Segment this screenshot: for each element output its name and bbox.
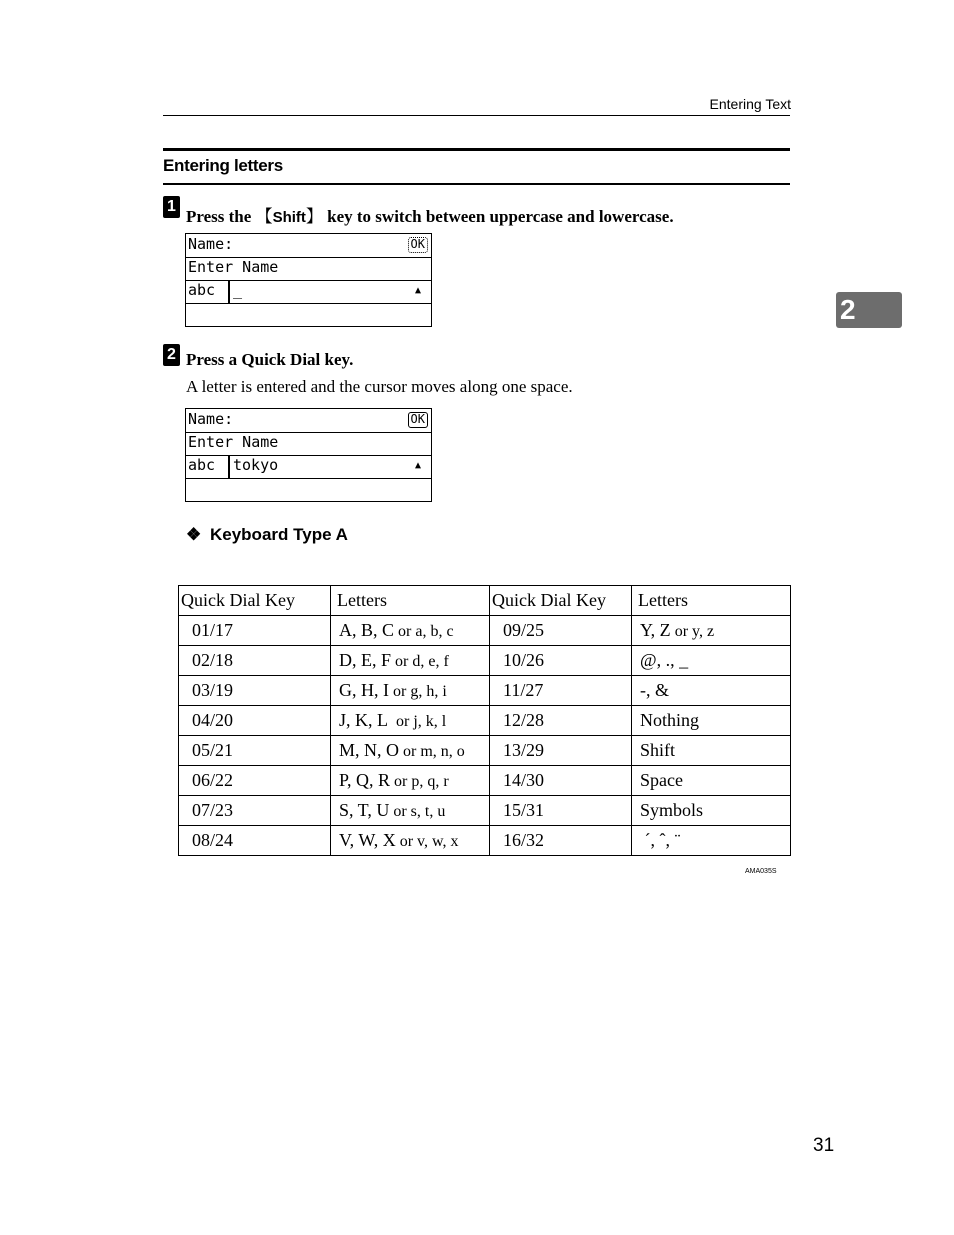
lcd-row-prompt [186,432,431,456]
table-header-row [179,586,791,616]
letters-upper: @, ., _ [640,650,689,670]
table-cell [331,646,490,676]
lcd-row-empty [186,304,431,326]
lcd-ok-button: OK [408,412,428,428]
table-cell [179,796,331,826]
table-cell [331,676,490,706]
section-rule-top [163,148,790,151]
quick-dial-key: 05/21 [192,740,234,760]
letters-lower: or m, n, o [399,743,465,760]
table-row [179,706,791,736]
chapter-tab: 2 [836,292,902,328]
table-cell [331,826,490,856]
table-cell [632,796,791,826]
col-header-quick-dial-key-2: Quick Dial Key [490,586,632,616]
letters-upper: -, & [640,680,669,700]
quick-dial-key: 16/32 [503,830,545,850]
section-rule-bottom [163,183,790,185]
letters-upper: Symbols [640,800,704,820]
table-cell [490,616,632,646]
table-cell [490,676,632,706]
quick-dial-key: 10/26 [503,650,545,670]
section-title: Entering letters [163,156,283,175]
table-cell [632,826,791,856]
lcd-mode: abc [188,281,216,299]
table-cell [331,796,490,826]
table-cell [632,766,791,796]
letters-upper: M, N, O [339,740,400,760]
table-row [179,766,791,796]
lcd-input-value: tokyo [233,456,279,474]
step-2-note: A letter is entered and the cursor moves along one space. [186,377,573,396]
col-header-letters: Letters [331,586,490,616]
letters-lower: or v, w, x [395,833,459,850]
table-cell [179,766,331,796]
letters-lower: or d, e, f [391,653,449,670]
lcd-row-input [186,455,431,479]
letters-upper: ´, ˆ, ¨ [640,830,681,850]
step-1-text-after: key to switch between uppercase and lowercase. [322,207,674,226]
letters-upper: G, H, I [339,680,389,700]
quick-dial-key: 09/25 [503,620,545,640]
letters-upper: Y, Z [640,620,671,640]
step-number-1: 1 [163,196,180,218]
table-row [179,676,791,706]
lcd-divider [228,280,230,303]
lcd-mode: abc [188,456,216,474]
table-row [179,796,791,826]
lcd-name-label: Name: [188,235,234,253]
running-head: Entering Text [709,96,791,112]
quick-dial-key: 15/31 [503,800,545,820]
table-cell [179,826,331,856]
lcd-prompt: Enter Name [188,258,279,276]
table-row [179,616,791,646]
table-cell [632,706,791,736]
lcd-name-label: Name: [188,410,234,428]
table-cell [490,766,632,796]
table-cell [490,736,632,766]
quick-dial-key: 13/29 [503,740,545,760]
quick-dial-key: 03/19 [192,680,234,700]
page-number: 31 [813,1135,835,1156]
lcd-row-empty [186,479,431,501]
table-cell [179,676,331,706]
table-row [179,646,791,676]
table-cell [179,736,331,766]
letters-upper: D, E, F [339,650,392,670]
lcd-panel-step1 [185,233,432,327]
table-cell [490,796,632,826]
quick-dial-key: 12/28 [503,710,545,730]
lcd-divider [228,455,230,478]
letters-upper: J, K, L [339,710,388,730]
quick-dial-key: 04/20 [192,710,234,730]
step-number-2: 2 [163,344,180,366]
table-cell [331,736,490,766]
letters-upper: A, B, C [339,620,395,640]
letters-upper: Nothing [640,710,700,730]
header-rule [163,115,790,116]
table-cell [490,826,632,856]
lcd-input-value: _ [233,281,243,299]
triangle-up-icon: ▲ [414,460,421,471]
letters-upper: Shift [640,740,676,760]
lcd-prompt: Enter Name [188,433,279,451]
lcd-ok-button: OK [408,237,428,253]
triangle-up-icon: ▲ [414,285,421,296]
quick-dial-key: 11/27 [503,680,544,700]
lcd-row-name [186,409,431,433]
table-cell [179,706,331,736]
table-cell [331,706,490,736]
keyboard-heading [186,525,348,545]
col-header-quick-dial-key: Quick Dial Key [179,586,331,616]
step-1-text-before: Press the [186,207,256,226]
key-bracket-open: 【 [255,207,273,226]
letters-lower: or y, z [670,623,715,640]
table-cell [632,616,791,646]
step-1-instruction [186,202,674,227]
table-cell [179,646,331,676]
letters-upper: S, T, U [339,800,390,820]
quick-dial-key: 07/23 [192,800,234,820]
letters-upper: Space [640,770,683,790]
lcd-panel-step2 [185,408,432,502]
letters-lower: or j, k, l [388,713,447,730]
col-header-letters-2: Letters [632,586,791,616]
shift-key-label: Shift [272,209,306,226]
quick-dial-key: 06/22 [192,770,234,790]
keyboard-table [178,585,791,856]
quick-dial-key: 02/18 [192,650,234,670]
table-cell [632,646,791,676]
quick-dial-key: 01/17 [192,620,234,640]
table-cell [331,616,490,646]
table-cell [632,676,791,706]
keyboard-heading-text: Keyboard Type A [209,525,348,544]
step-2-instruction: Press a Quick Dial key. [186,350,354,369]
letters-upper: V, W, X [339,830,396,850]
table-row [179,826,791,856]
table-cell [331,766,490,796]
diamond-bullet-icon: ❖ [186,525,202,544]
lcd-row-prompt [186,257,431,281]
key-bracket-close: 】 [305,207,323,226]
table-cell [179,616,331,646]
table-cell [632,736,791,766]
letters-lower: or g, h, i [389,683,447,700]
table-row [179,736,791,766]
letters-upper: P, Q, R [339,770,391,790]
letters-lower: or s, t, u [389,803,446,820]
table-cell [490,706,632,736]
lcd-row-input [186,280,431,304]
quick-dial-key: 08/24 [192,830,234,850]
lcd-row-name [186,234,431,258]
quick-dial-key: 14/30 [503,770,545,790]
figure-code: AMA035S [745,868,777,875]
table-cell [490,646,632,676]
letters-lower: or a, b, c [394,623,454,640]
letters-lower: or p, q, r [390,773,449,790]
